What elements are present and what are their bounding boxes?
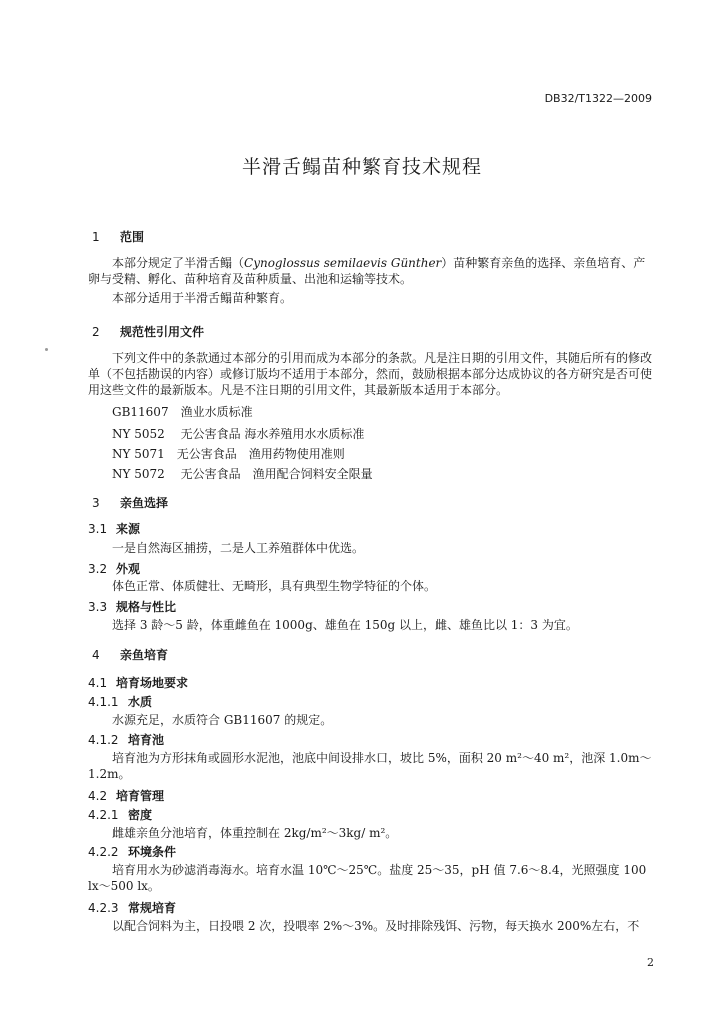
- paragraph-4-2-3: 以配合饲料为主，日投喂 2 次，投喂率 2%～3%。及时排除残饵、污物，每天换水 200%左右，不: [112, 919, 640, 933]
- scan-dot: [45, 348, 48, 351]
- subsection-heading: 4.1.1 水质: [88, 695, 153, 709]
- reference-intro: 下列文件中的条款通过本部分的引用而成为本部分的条款。凡是注日期的引用文件，其随后所有的修改单（不包括勘误的内容）或修订版均不适用于本部分，然而，鼓励根据本部分达成协议的各方研究是否可使用这些文件的最新版本。凡是不注日期的引用文件，其最新版本适用于本部分。: [88, 351, 653, 397]
- latin-name: Cynoglossus semilaevis Günther: [244, 256, 442, 270]
- section-heading: 2 规范性引用文件: [92, 325, 205, 339]
- section-heading: 4 亲鱼培育: [92, 648, 169, 662]
- reference-item: GB11607 渔业水质标准: [112, 405, 253, 419]
- subsection-heading: 4.1.2 培育池: [88, 733, 165, 747]
- section-heading: 1 范围: [92, 230, 145, 244]
- subsection-heading: 3.1 来源: [88, 522, 141, 536]
- page-number: 2: [647, 956, 654, 969]
- subsection-heading: 4.2.3 常规培育: [88, 901, 177, 915]
- document-code: DB32/T1322—2009: [544, 92, 652, 105]
- paragraph-4-2-1: 雌雄亲鱼分池培育，体重控制在 2kg/m²～3kg/ m²。: [112, 826, 398, 840]
- scope-paragraph-2: 本部分适用于半滑舌鳎苗种繁育。: [112, 291, 293, 305]
- reference-item: NY 5072 无公害食品 渔用配合饲料安全限量: [112, 467, 373, 481]
- paragraph-3-3: 选择 3 龄～5 龄，体重雌鱼在 1000g、雄鱼在 150g 以上，雌、雄鱼比以 1：3 为宜。: [112, 618, 578, 632]
- subsection-heading: 3.2 外观: [88, 562, 141, 576]
- subsection-heading: 4.2.1 密度: [88, 808, 153, 822]
- paragraph-4-1-1: 水源充足，水质符合 GB11607 的规定。: [112, 713, 333, 727]
- paragraph-4-1-2: 培育池为方形抹角或圆形水泥池，池底中间设排水口，坡比 5%，面积 20 m²～40 m²，池深 1.0m～1.2m。: [88, 751, 652, 781]
- subsection-heading: 4.1 培育场地要求: [88, 676, 189, 690]
- scope-paragraph: 本部分规定了半滑舌鳎（Cynoglossus semilaevis Günther）苗种繁育亲鱼的选择、亲鱼培育、产卵与受精、孵化、苗种培育及苗种质量、出池和运输等技术。: [88, 256, 646, 286]
- subsection-heading: 3.3 规格与性比: [88, 600, 177, 614]
- document-title: 半滑舌鳎苗种繁育技术规程: [241, 156, 482, 178]
- paragraph-4-2-2: 培育用水为砂滤消毒海水。培育水温 10℃～25℃。盐度 25～35，pH 值 7.6～8.4，光照强度 100 lx～500 lx。: [88, 863, 647, 893]
- paragraph-3-2: 体色正常、体质健壮、无畸形，具有典型生物学特征的个体。: [112, 579, 437, 593]
- reference-item: NY 5071 无公害食品 渔用药物使用准则: [112, 447, 345, 461]
- reference-item: NY 5052 无公害食品 海水养殖用水水质标准: [112, 427, 365, 441]
- subsection-heading: 4.2 培育管理: [88, 789, 165, 803]
- subsection-heading: 4.2.2 环境条件: [88, 845, 177, 859]
- section-heading: 3 亲鱼选择: [92, 496, 169, 510]
- paragraph-3-1: 一是自然海区捕捞，二是人工养殖群体中优选。: [112, 541, 365, 555]
